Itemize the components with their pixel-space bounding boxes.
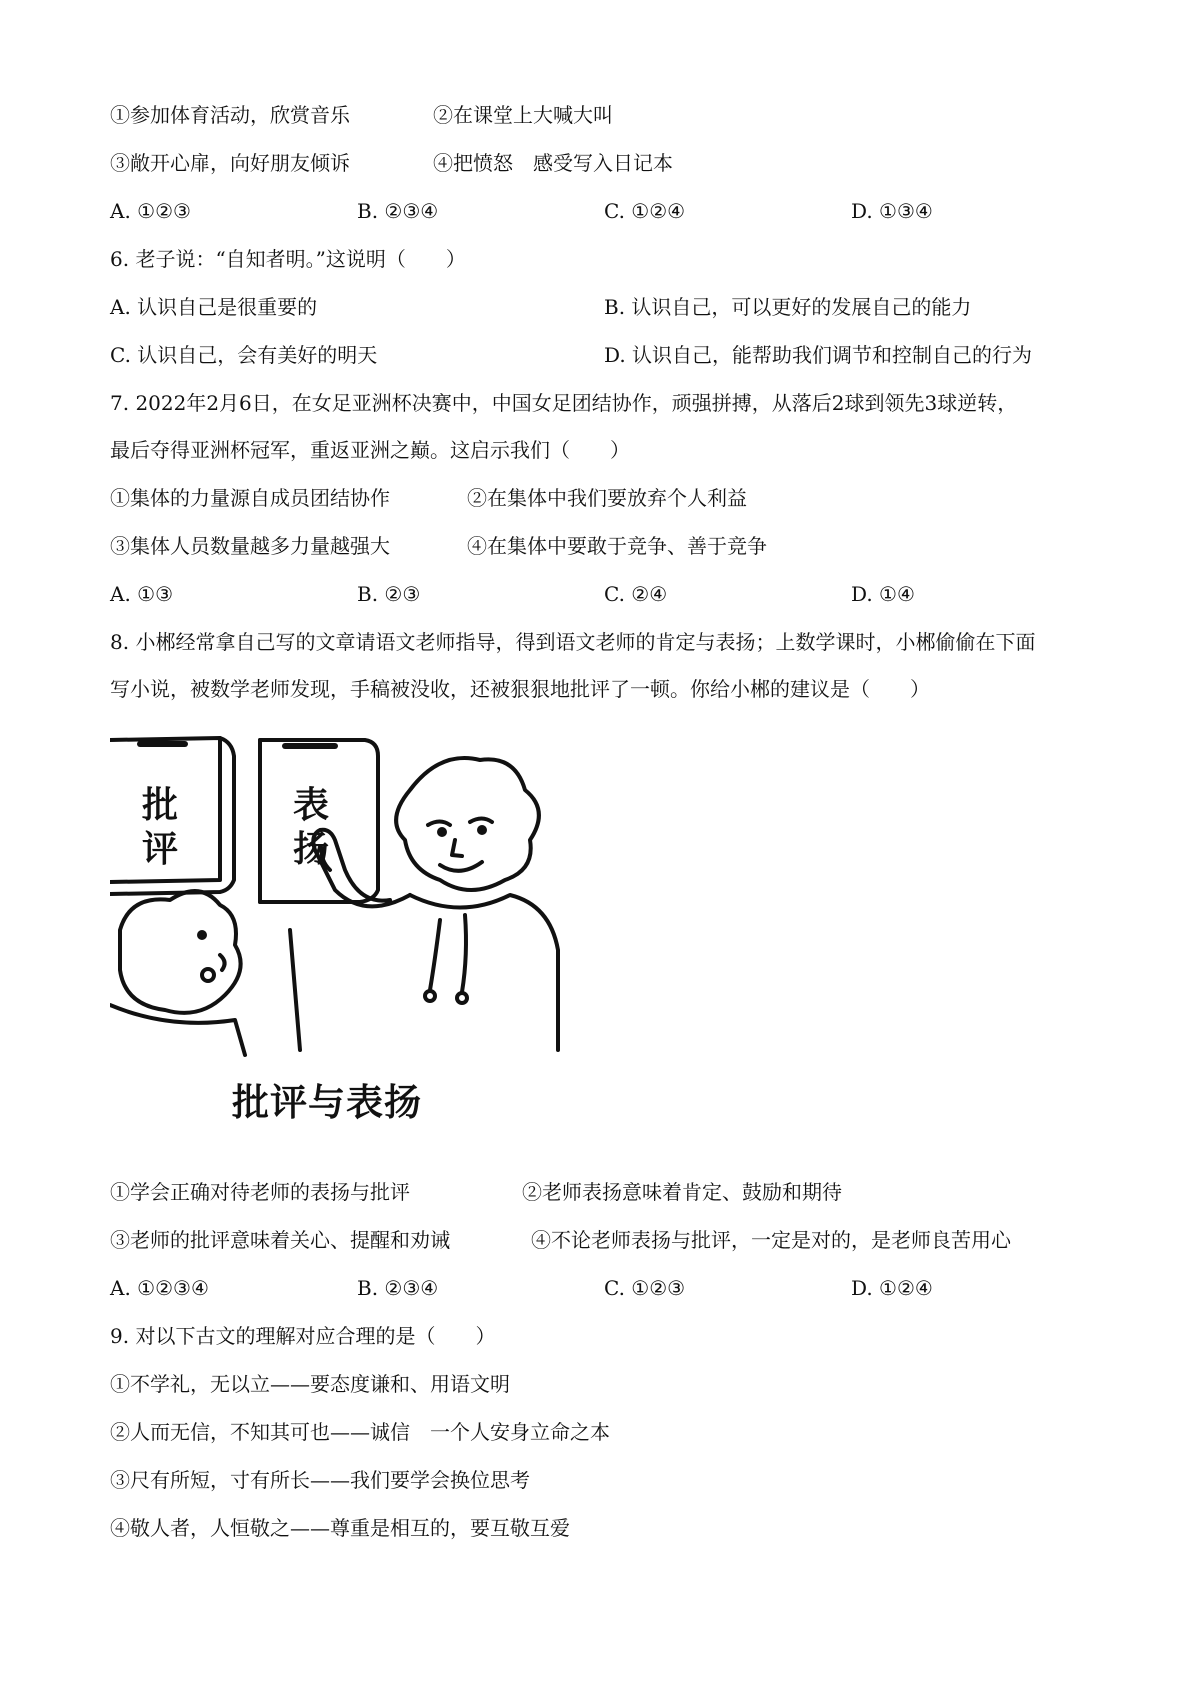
q8-item-3: ③老师的批评意味着关心、提醒和劝诫 <box>110 1228 450 1252</box>
q9-stem: 9. 对以下古文的理解对应合理的是（ ） <box>110 1324 496 1348</box>
q9-item-4: ④敬人者，人恒敬之——尊重是相互的，要互敬互爱 <box>110 1516 570 1540</box>
q6-option-d: D. 认识自己，能帮助我们调节和控制自己的行为 <box>604 343 1033 367</box>
q8-option-d: D. ①②④ <box>851 1276 933 1300</box>
left-board-char-1: 批 <box>142 785 179 826</box>
q7-item-4: ④在集体中要敢于竞争、善于竞争 <box>467 534 767 558</box>
q5-option-a: A. ①②③ <box>110 199 191 223</box>
q5-item-3: ③敞开心扉，向好朋友倾诉 <box>110 151 350 175</box>
q5-option-c: C. ①②④ <box>604 199 686 223</box>
q7-option-d: D. ①④ <box>851 582 915 606</box>
q5-option-d: D. ①③④ <box>851 199 933 223</box>
q6-option-b: B. 认识自己，可以更好的发展自己的能力 <box>604 295 972 319</box>
q7-item-2: ②在集体中我们要放弃个人利益 <box>467 486 747 510</box>
cartoon-drawing <box>110 730 570 1070</box>
right-board-char-2: 扬 <box>293 829 330 870</box>
q9-item-3: ③尺有所短，寸有所长——我们要学会换位思考 <box>110 1468 530 1492</box>
q7-option-c: C. ②④ <box>604 582 668 606</box>
right-board-label <box>293 784 329 872</box>
q8-stem-line-1: 8. 小郴经常拿自己写的文章请语文老师指导，得到语文老师的肯定与表扬；上数学课时，小郴偷偷在下面 <box>110 630 1036 654</box>
q7-stem-line-2: 最后夺得亚洲杯冠军，重返亚洲之巅。这启示我们（ ） <box>110 438 630 462</box>
q8-stem-line-2: 写小说，被数学老师发现，手稿被没收，还被狠狠地批评了一顿。你给小郴的建议是（ ） <box>110 677 930 701</box>
q5-item-2: ②在课堂上大喊大叫 <box>433 103 613 127</box>
q8-option-a: A. ①②③④ <box>110 1276 209 1300</box>
q5-item-4: ④把愤怒 感受写入日记本 <box>433 151 673 175</box>
student-head <box>120 891 241 1013</box>
q5-option-b: B. ②③④ <box>357 199 439 223</box>
q8-option-c: C. ①②③ <box>604 1276 686 1300</box>
illustration-caption: 批评与表扬 <box>232 1081 422 1124</box>
q7-stem-line-1: 7. 2022年2月6日，在女足亚洲杯决赛中，中国女足团结协作，顽强拼搏，从落后2球到领先3球逆转， <box>110 391 1018 415</box>
q7-item-1: ①集体的力量源自成员团结协作 <box>110 486 390 510</box>
q9-item-2: ②人而无信，不知其可也——诚信 一个人安身立命之本 <box>110 1420 610 1444</box>
q6-stem: 6. 老子说：“自知者明。”这说明（ ） <box>110 247 466 271</box>
q8-item-2: ②老师表扬意味着肯定、鼓励和期待 <box>522 1180 842 1204</box>
q6-option-c: C. 认识自己，会有美好的明天 <box>110 343 378 367</box>
left-board-char-2: 评 <box>142 829 179 870</box>
q7-option-a: A. ①③ <box>110 582 174 606</box>
left-board-label <box>142 784 178 872</box>
q8-item-1: ①学会正确对待老师的表扬与批评 <box>110 1180 410 1204</box>
q7-item-3: ③集体人员数量越多力量越强大 <box>110 534 390 558</box>
q7-option-b: B. ②③ <box>357 582 421 606</box>
right-board-char-1: 表 <box>293 785 330 826</box>
q8-option-b: B. ②③④ <box>357 1276 439 1300</box>
q5-item-1: ①参加体育活动，欣赏音乐 <box>110 103 350 127</box>
q8-item-4: ④不论老师表扬与批评，一定是对的，是老师良苦用心 <box>531 1228 1011 1252</box>
q9-item-1: ①不学礼，无以立——要态度谦和、用语文明 <box>110 1372 510 1396</box>
q6-option-a: A. 认识自己是很重要的 <box>110 295 318 319</box>
